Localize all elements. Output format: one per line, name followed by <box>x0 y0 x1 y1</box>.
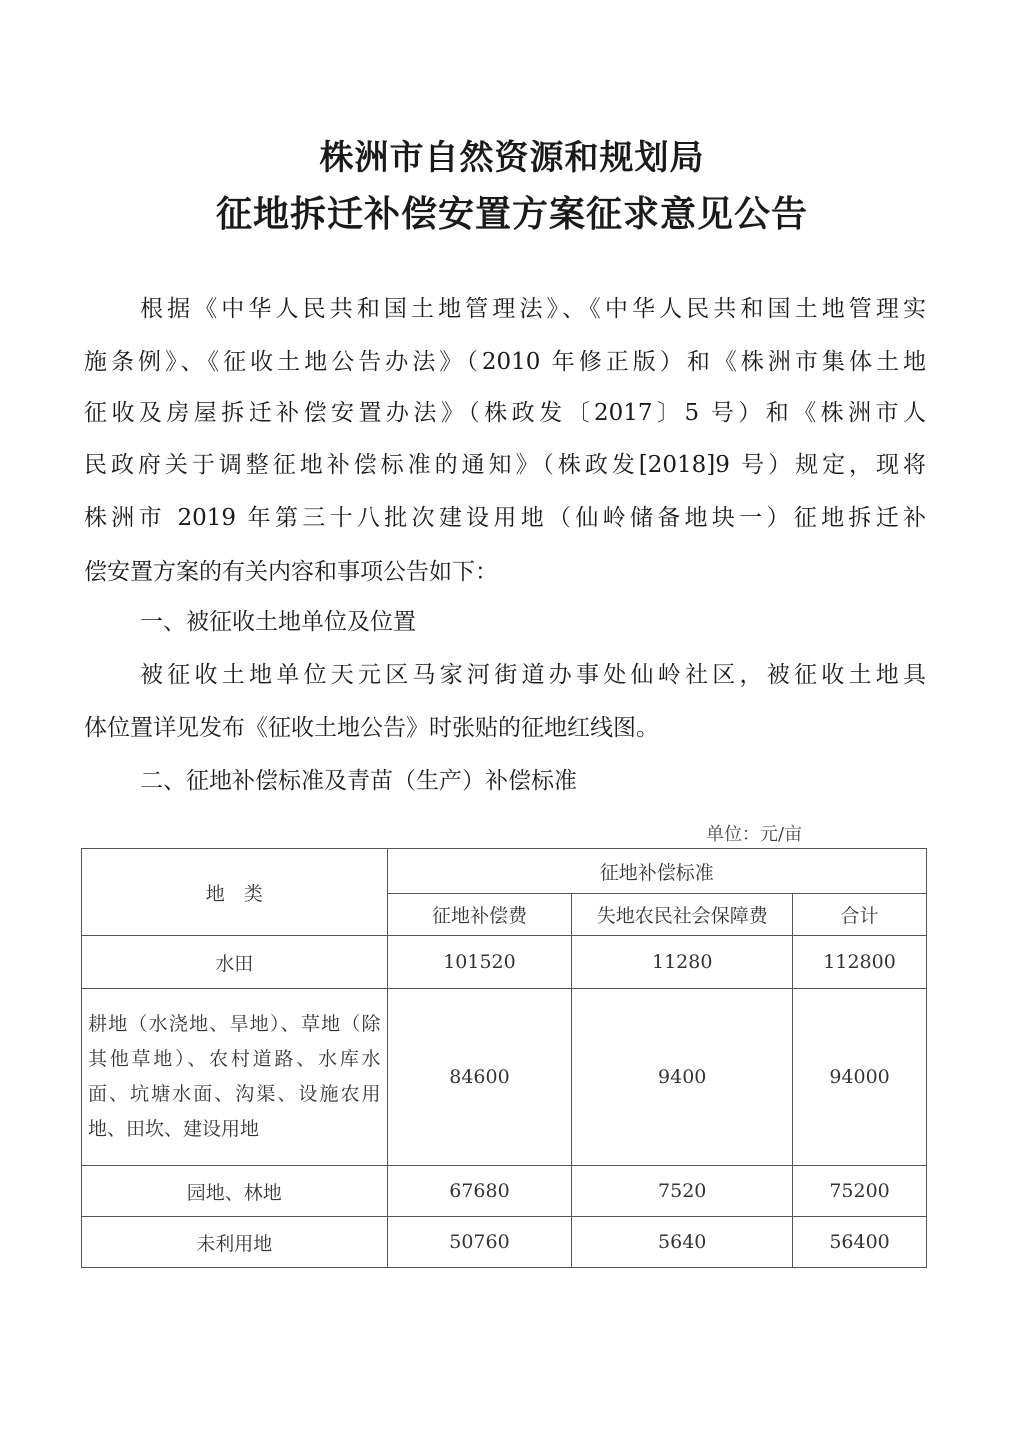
table-header-row <box>82 849 927 894</box>
header-compensation: 征地补偿费 <box>387 894 572 936</box>
table-row <box>82 989 927 1166</box>
table-row <box>82 1217 927 1268</box>
header-group: 征地补偿标准 <box>387 849 926 894</box>
unit-label: 单位：元/亩 <box>706 824 803 845</box>
value-cell: 112800 <box>793 936 927 989</box>
header-land-type: 地 类 <box>82 849 388 936</box>
land-type-cell: 耕地（水浇地、旱地）、草地（除其他草地）、农村道路、水库水面、坑塘水面、沟渠、设施农用地、田坎、建设用地 <box>82 989 388 1166</box>
land-type-cell: 水田 <box>82 936 388 989</box>
value-cell: 9400 <box>572 989 793 1166</box>
section1-line: 体位置详见发布《征收土地公告》时张贴的征地红线图。 <box>84 715 659 741</box>
land-type-cell: 园地、林地 <box>82 1166 388 1217</box>
header-social-security: 失地农民社会保障费 <box>572 894 793 936</box>
intro-line: 征收及房屋拆迁补偿安置办法》（株政发〔2017〕5 号）和《株洲市人 <box>84 400 926 426</box>
value-cell: 75200 <box>793 1166 927 1217</box>
header-total: 合计 <box>793 894 927 936</box>
section2-heading: 二、征地补偿标准及青苗（生产）补偿标准 <box>140 768 577 794</box>
intro-line: 株洲市 2019 年第三十八批次建设用地（仙岭储备地块一）征地拆迁补 <box>84 505 926 531</box>
intro-line: 施条例》、《征收土地公告办法》（2010 年修正版）和《株洲市集体土地 <box>84 349 926 375</box>
value-cell: 5640 <box>572 1217 793 1268</box>
document-title-line2: 征地拆迁补偿安置方案征求意见公告 <box>215 193 808 235</box>
value-cell: 84600 <box>387 989 572 1166</box>
intro-line: 根据《中华人民共和国土地管理法》、《中华人民共和国土地管理实 <box>140 296 926 322</box>
value-cell: 50760 <box>387 1217 572 1268</box>
land-type-cell: 未利用地 <box>82 1217 388 1268</box>
value-cell: 56400 <box>793 1217 927 1268</box>
value-cell: 94000 <box>793 989 927 1166</box>
section1-line: 被征收土地单位天元区马家河街道办事处仙岭社区，被征收土地具 <box>140 662 926 688</box>
value-cell: 101520 <box>387 936 572 989</box>
section1-heading: 一、被征收土地单位及位置 <box>140 609 416 635</box>
value-cell: 11280 <box>572 936 793 989</box>
intro-line: 偿安置方案的有关内容和事项公告如下： <box>84 559 498 585</box>
compensation-table <box>81 848 927 1268</box>
value-cell: 67680 <box>387 1166 572 1217</box>
intro-line: 民政府关于调整征地补偿标准的通知》（株政发[2018]9 号）规定，现将 <box>84 452 926 478</box>
table-row <box>82 936 927 989</box>
document-title-line1: 株洲市自然资源和规划局 <box>319 138 705 178</box>
table-row <box>82 1166 927 1217</box>
value-cell: 7520 <box>572 1166 793 1217</box>
